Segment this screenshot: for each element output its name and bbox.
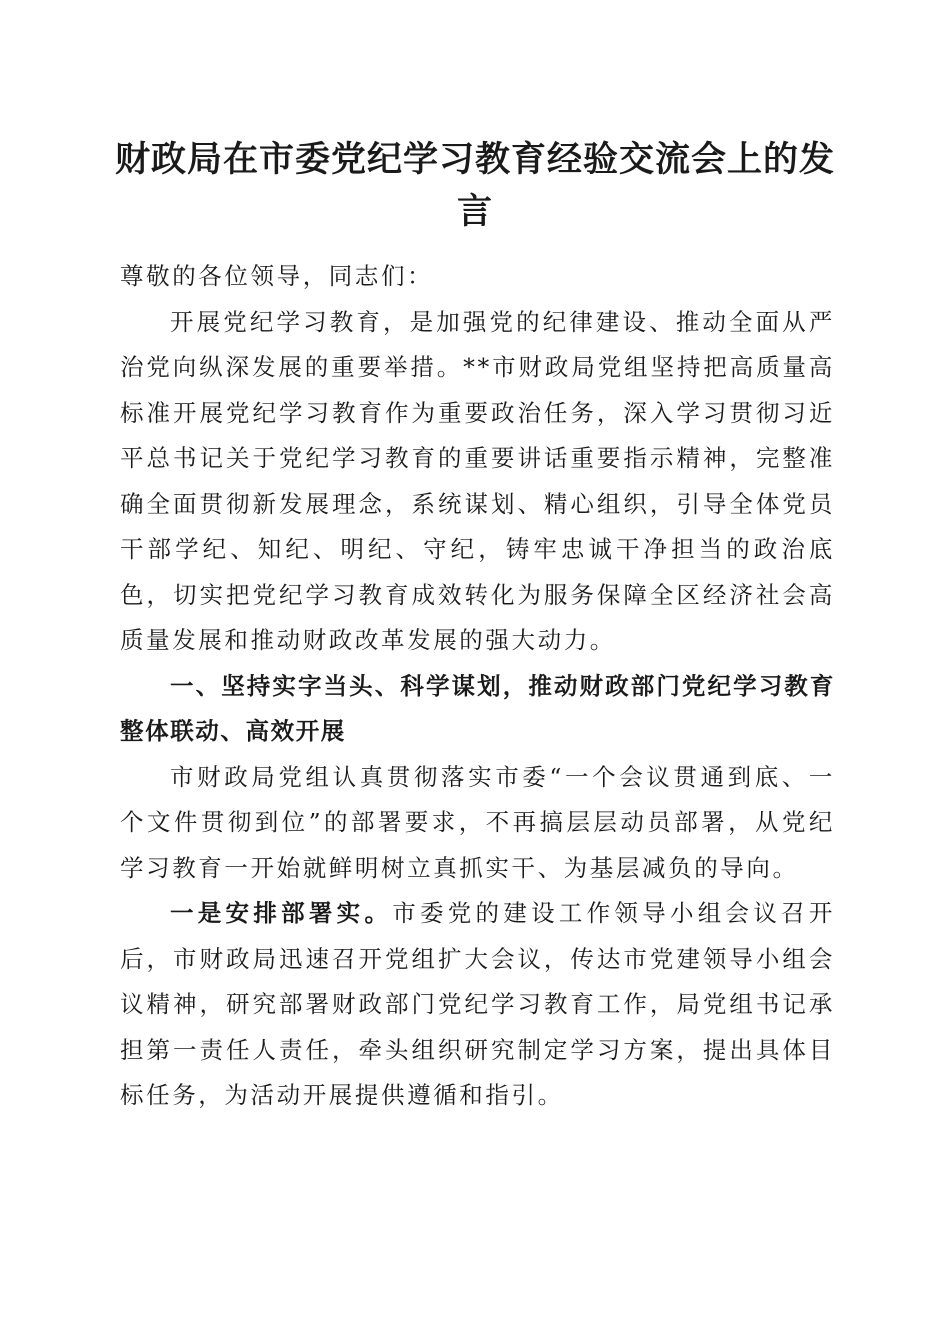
point-1-paragraph (120, 891, 835, 1119)
point-1-lead: 一是安排部署实。 (170, 899, 393, 927)
section-1-paragraph: 市财政局党组认真贯彻落实市委“一个会议贯通到底、一个文件贯彻到位”的部署要求，不再搞层层动员部署，从党纪学习教育一开始就鲜明树立真抓实干、为基层减负的导向。 (120, 762, 835, 882)
section-heading-1: 一、坚持实字当头、科学谋划，推动财政部门党纪学习教育整体联动、高效开展 (120, 671, 835, 745)
document-body (120, 254, 835, 1119)
intro-paragraph: 开展党纪学习教育，是加强党的纪律建设、推动全面从严治党向纵深发展的重要举措。**市财政局党组坚持把高质量高标准开展党纪学习教育作为重要政治任务，深入学习贯彻习近平总书记关于党纪学习教育的重要讲话重要指示精神，完整准确全面贯彻新发展理念，系统谋划、精心组织，引导全体党员干部学纪、知纪、明纪、守纪，铸牢忠诚干净担当的政治底色，切实把党纪学习教育成效转化为服务保障全区经济社会高质量发展和推动财政改革发展的强大动力。 (120, 307, 835, 654)
point-1-text: 市委党的建设工作领导小组会议召开后，市财政局迅速召开党组扩大会议，传达市党建领导小组会议精神，研究部署财政部门党纪学习教育工作，局党组书记承担第一责任人责任，牵头组织研究制定学习方案，提出具体目标任务，为活动开展提供遵循和指引。 (120, 899, 835, 1109)
document-title: 财政局在市委党纪学习教育经验交流会上的发言 (114, 139, 835, 232)
salutation: 尊敬的各位领导，同志们： (120, 262, 434, 290)
